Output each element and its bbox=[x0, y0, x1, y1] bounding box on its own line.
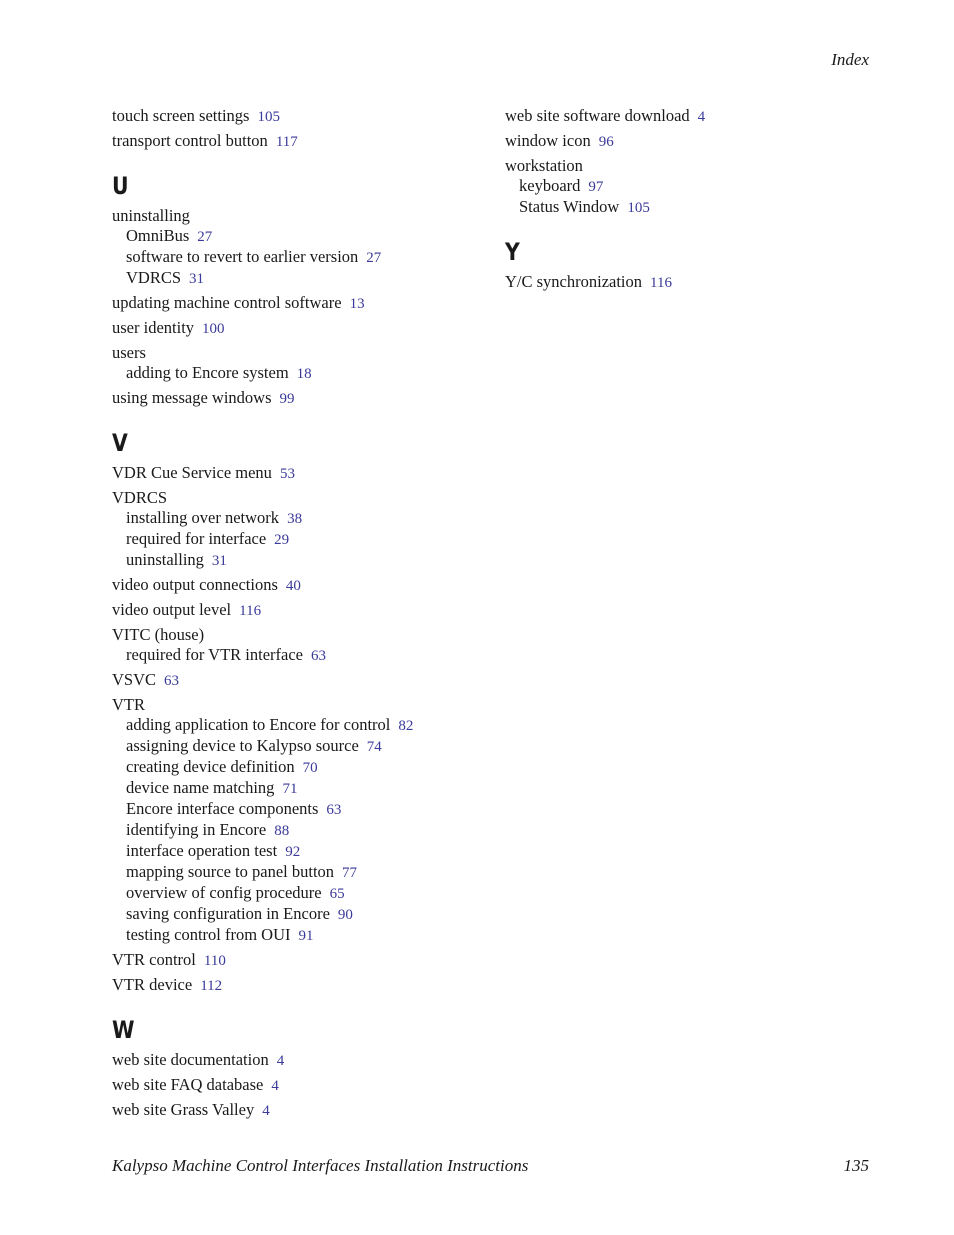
index-term: user identity bbox=[112, 318, 195, 337]
index-entry bbox=[112, 318, 512, 339]
index-term: identifying in Encore bbox=[126, 820, 267, 839]
page-reference-link[interactable]: 92 bbox=[285, 844, 301, 860]
page-reference-link[interactable]: 105 bbox=[627, 200, 650, 216]
index-term: software to revert to earlier version bbox=[126, 247, 359, 266]
index-letter-heading: W bbox=[112, 1016, 135, 1044]
index-subentry bbox=[112, 799, 512, 820]
index-entry bbox=[112, 293, 512, 314]
index-term: Y/C synchronization bbox=[505, 272, 643, 291]
index-entry bbox=[112, 1075, 512, 1096]
index-entry bbox=[505, 131, 905, 152]
index-term: overview of config procedure bbox=[126, 883, 322, 902]
page-reference-link[interactable]: 4 bbox=[271, 1078, 279, 1094]
page-reference-link[interactable]: 96 bbox=[598, 134, 614, 150]
index-entry bbox=[112, 625, 512, 645]
page-reference-link[interactable]: 82 bbox=[398, 718, 414, 734]
index-term: updating machine control software bbox=[112, 293, 342, 312]
page-reference-link[interactable]: 53 bbox=[279, 466, 295, 482]
index-term: VTR bbox=[112, 695, 145, 714]
index-term: VSVC bbox=[112, 670, 157, 689]
index-entry bbox=[112, 575, 512, 596]
index-term: mapping source to panel button bbox=[126, 862, 335, 881]
index-subentry bbox=[505, 197, 905, 218]
index-term: adding to Encore system bbox=[126, 363, 289, 382]
page-reference-link[interactable]: 99 bbox=[279, 391, 295, 407]
footer-title: Kalypso Machine Control Interfaces Installation Instructions bbox=[112, 1156, 529, 1175]
index-term: uninstalling bbox=[126, 550, 204, 569]
index-subentry bbox=[112, 550, 512, 571]
page-reference-link[interactable]: 105 bbox=[257, 109, 280, 125]
index-letter-heading: V bbox=[112, 429, 128, 457]
index-letter-heading: Y bbox=[505, 238, 520, 266]
index-term: keyboard bbox=[519, 176, 581, 195]
index-subentry bbox=[505, 176, 905, 197]
index-term: VDRCS bbox=[112, 488, 168, 507]
index-term: web site documentation bbox=[112, 1050, 269, 1069]
index-subentry bbox=[112, 736, 512, 757]
page-reference-link[interactable]: 31 bbox=[211, 553, 227, 569]
index-entry bbox=[505, 272, 905, 293]
index-subentry bbox=[112, 268, 512, 289]
index-term: creating device definition bbox=[126, 757, 295, 776]
page-reference-link[interactable]: 4 bbox=[262, 1103, 270, 1119]
index-entry bbox=[112, 1050, 512, 1071]
index-term: using message windows bbox=[112, 388, 272, 407]
index-subentry bbox=[112, 226, 512, 247]
index-term: VTR device bbox=[112, 975, 193, 994]
index-entry bbox=[112, 343, 512, 363]
index-subentry bbox=[112, 862, 512, 883]
page-reference-link[interactable]: 90 bbox=[337, 907, 353, 923]
index-term: VTR control bbox=[112, 950, 196, 969]
index-term: touch screen settings bbox=[112, 106, 250, 125]
index-term: Status Window bbox=[519, 197, 620, 216]
index-entry bbox=[112, 670, 512, 691]
page-reference-link[interactable]: 117 bbox=[275, 134, 298, 150]
index-term: saving configuration in Encore bbox=[126, 904, 330, 923]
page-number: 135 bbox=[843, 1156, 869, 1175]
index-entry bbox=[112, 1100, 512, 1121]
index-term: web site Grass Valley bbox=[112, 1100, 255, 1119]
index-entry bbox=[112, 131, 512, 152]
index-subentry bbox=[112, 883, 512, 904]
page-reference-link[interactable]: 77 bbox=[342, 865, 358, 881]
running-header: Index bbox=[831, 50, 869, 69]
index-entry bbox=[112, 695, 512, 715]
page-reference-link[interactable]: 4 bbox=[276, 1053, 285, 1069]
index-entry bbox=[112, 950, 512, 971]
index-subentry bbox=[112, 645, 512, 666]
index-entry bbox=[112, 488, 512, 508]
index-term: required for VTR interface bbox=[126, 645, 303, 664]
index-term: required for interface bbox=[126, 529, 267, 548]
page-reference-link[interactable]: 38 bbox=[287, 511, 303, 527]
page-reference-link[interactable]: 27 bbox=[366, 250, 382, 266]
index-subentry bbox=[112, 778, 512, 799]
index-subentry bbox=[112, 820, 512, 841]
index-term: video output level bbox=[112, 600, 232, 619]
index-term: web site FAQ database bbox=[112, 1075, 264, 1094]
page-reference-link[interactable]: 40 bbox=[285, 578, 301, 594]
index-subentry bbox=[112, 757, 512, 778]
page-reference-link[interactable]: 116 bbox=[650, 275, 672, 291]
index-subentry bbox=[112, 247, 512, 268]
index-term: OmniBus bbox=[126, 226, 190, 245]
index-letter-heading: U bbox=[112, 172, 129, 200]
page-footer bbox=[112, 1156, 869, 1176]
index-term: adding application to Encore for control bbox=[126, 715, 391, 734]
page-reference-link[interactable]: 4 bbox=[697, 109, 706, 125]
index-entry bbox=[112, 975, 512, 996]
page-reference-link[interactable]: 74 bbox=[366, 739, 382, 755]
index-term: uninstalling bbox=[112, 206, 190, 225]
index-subentry bbox=[112, 904, 512, 925]
page-reference-link[interactable]: 13 bbox=[349, 296, 365, 312]
index-entry bbox=[112, 388, 512, 409]
index-subentry bbox=[112, 529, 512, 550]
page-reference-link[interactable]: 91 bbox=[298, 928, 314, 944]
page-reference-link[interactable]: 29 bbox=[274, 532, 290, 548]
page-reference-link[interactable]: 65 bbox=[329, 886, 345, 902]
index-term: workstation bbox=[505, 156, 583, 175]
index-term: VDR Cue Service menu bbox=[112, 463, 272, 482]
index-term: video output connections bbox=[112, 575, 278, 594]
page-reference-link[interactable]: 112 bbox=[200, 978, 223, 994]
index-entry bbox=[112, 106, 512, 127]
index-entry bbox=[112, 600, 512, 621]
index-term: VDRCS bbox=[126, 268, 182, 287]
index-term: window icon bbox=[505, 131, 591, 150]
index-term: installing over network bbox=[126, 508, 280, 527]
index-term: Encore interface components bbox=[126, 799, 319, 818]
index-entry bbox=[505, 156, 905, 176]
page-reference-link[interactable]: 63 bbox=[164, 673, 180, 689]
page-reference-link[interactable]: 71 bbox=[282, 781, 298, 797]
page-reference-link[interactable]: 18 bbox=[296, 366, 312, 382]
index-subentry bbox=[112, 925, 512, 946]
page-reference-link[interactable]: 97 bbox=[588, 179, 604, 195]
page-reference-link[interactable]: 27 bbox=[197, 229, 213, 245]
page-reference-link[interactable]: 31 bbox=[189, 271, 205, 287]
index-subentry bbox=[112, 841, 512, 862]
page-reference-link[interactable]: 63 bbox=[326, 802, 342, 818]
index-term: assigning device to Kalypso source bbox=[126, 736, 359, 755]
page-reference-link[interactable]: 100 bbox=[202, 321, 225, 337]
index-term: testing control from OUI bbox=[126, 925, 291, 944]
index-term: VITC (house) bbox=[112, 625, 205, 644]
index-subentry bbox=[112, 363, 512, 384]
page-reference-link[interactable]: 110 bbox=[203, 953, 226, 969]
index-term: web site software download bbox=[505, 106, 690, 125]
index-column-left bbox=[112, 106, 512, 1121]
index-subentry bbox=[112, 508, 512, 529]
page-reference-link[interactable]: 88 bbox=[274, 823, 290, 839]
index-term: device name matching bbox=[126, 778, 275, 797]
index-term: interface operation test bbox=[126, 841, 278, 860]
index-column-right bbox=[505, 106, 905, 293]
page-reference-link[interactable]: 70 bbox=[302, 760, 318, 776]
index-term: transport control button bbox=[112, 131, 268, 150]
index-entry bbox=[112, 463, 512, 484]
index-term: users bbox=[112, 343, 146, 362]
page-reference-link[interactable]: 63 bbox=[311, 648, 326, 664]
index-entry bbox=[112, 206, 512, 226]
index-subentry bbox=[112, 715, 512, 736]
page-reference-link[interactable]: 116 bbox=[239, 603, 262, 619]
index-entry bbox=[505, 106, 905, 127]
